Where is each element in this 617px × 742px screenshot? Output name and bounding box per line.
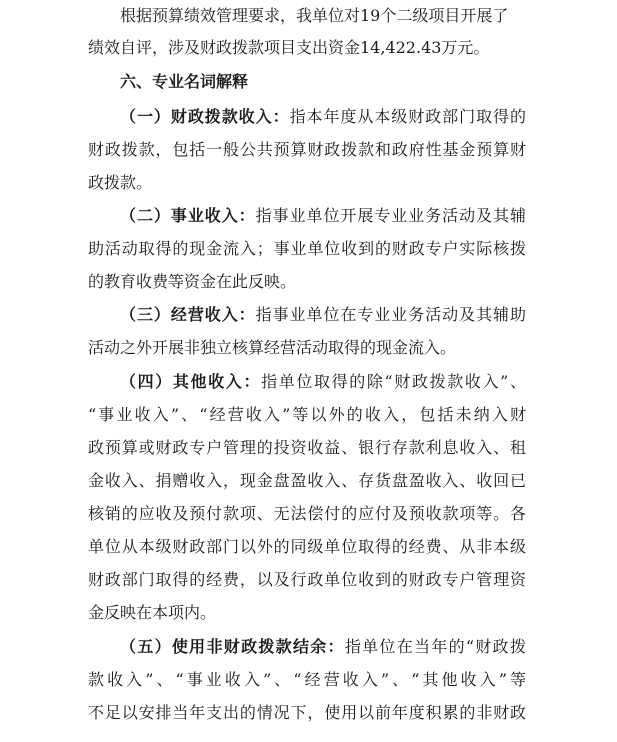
definition-4-line-6 [88,531,526,563]
definition-4-line-4 [88,465,526,497]
intro-line-2 [88,32,526,64]
definition-4-line-8 [88,597,526,629]
definition-1-term: （一）财政拨款收入： [120,107,290,126]
definition-2-line-3 [88,266,526,298]
definition-5-line-1 [120,631,526,663]
definition-4-line-1 [120,366,526,398]
definition-4-line-7 [88,564,526,596]
definition-4-line-2 [88,399,526,431]
definition-5-line-2 [88,664,526,696]
definition-2-term: （二）事业收入： [120,206,256,225]
definition-4-text-5: 核销的应收及预付款项、无法偿付的应付及预收款项等。各 [88,504,526,523]
definition-1-line-3 [88,167,526,199]
definition-2-text-3: 的教育收费等资金在此反映。 [88,272,297,291]
definition-2-line-2 [88,233,526,265]
definition-2-line-1 [120,200,526,232]
definition-1-text-3: 政拨款。 [88,173,153,192]
definition-4-text-6: 单位从本级财政部门以外的同级单位取得的经费、从非本级 [88,537,526,556]
definition-4-line-5 [88,498,526,530]
definition-4-text-4: 金收入、捐赠收入，现金盘盈收入、存货盘盈收入、收回已 [88,471,526,490]
definition-5-line-3 [88,697,526,729]
definition-3-term: （三）经营收入： [120,305,256,324]
definition-2-text-2: 助活动取得的现金流入；事业单位收到的财政专户实际核拨 [88,239,526,258]
definition-4-text-2: “事业收入”、“经营收入”等以外的收入，包括未纳入财 [88,405,526,424]
definition-3-line-1 [120,299,526,331]
definition-4-text-7: 财政部门取得的经费，以及行政单位收到的财政专户管理资 [88,570,526,589]
definition-4-text-8: 金反映在本项内。 [88,603,217,622]
definition-5-text-1: 指单位在当年的“财政拨 [344,637,526,656]
definition-5-text-3: 不足以安排当年支出的情况下，使用以前年度积累的非财政 [88,703,526,722]
intro-text-1: 根据预算绩效管理要求，我单位对19个二级项目开展了 [120,6,509,25]
definition-1-text-1: 指本年度从本级财政部门取得的 [289,107,526,126]
definition-5-text-2: 款收入”、“事业收入”、“经营收入”、“其他收入”等 [88,670,526,689]
definition-4-line-3 [88,432,526,464]
definition-4-term: （四）其他收入： [120,372,262,391]
intro-text-2: 绩效自评，涉及财政拨款项目支出资金14,422.43万元。 [88,38,490,57]
section-heading [120,66,526,98]
definition-5-term: （五）使用非财政拨款结余： [120,637,345,656]
definition-3-text-1: 指事业单位在专业业务活动及其辅助 [255,305,526,324]
definition-4-text-3: 政预算或财政专户管理的投资收益、银行存款利息收入、租 [88,438,526,457]
definition-3-line-2 [88,332,526,364]
definition-1-text-2: 财政拨款，包括一般公共预算财政拨款和政府性基金预算财 [88,140,526,159]
definition-1-line-2 [88,134,526,166]
definition-3-text-2: 活动之外开展非独立核算经营活动取得的现金流入。 [88,338,457,357]
definition-1-line-1 [120,101,526,133]
intro-line-1 [120,0,526,32]
definition-2-text-1: 指事业单位开展专业业务活动及其辅 [255,206,526,225]
definition-4-text-1: 指单位取得的除“财政拨款收入”、 [261,372,526,391]
section-heading-text: 六、专业名词解释 [120,72,249,91]
